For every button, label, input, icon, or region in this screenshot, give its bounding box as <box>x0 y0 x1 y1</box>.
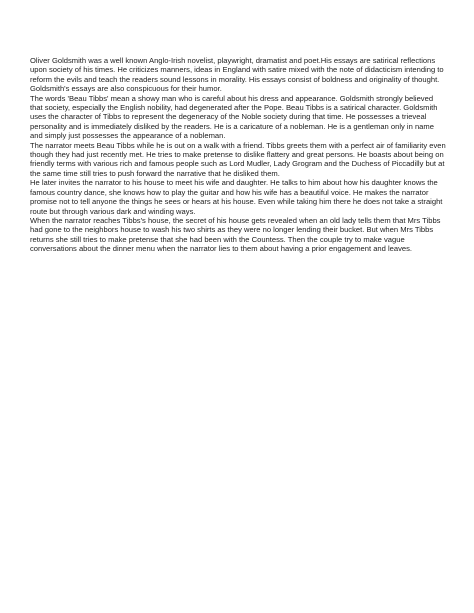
paragraph-invitation: He later invites the narrator to his house to meet his wife and daughter. He talks to him about how his daughter knows the famous country dance, she knows how to play the guitar and how his wife has a beautiful voice. He makes the narrator promise not to tell anyone the things he sees or hears at his house. Even while taking him there he does not take a straight route but through various dark and winding ways. <box>30 178 443 216</box>
paragraph-tibbs-house: When the narrator reaches Tibbs's house, the secret of his house gets revealed when an old lady tells them that Mrs Tibbs had gone to the neighbors house to wash his two shirts as they were no longer lending their bucket. But when Mrs Tibbs returns she still tries to make pretense that she had been with the Countess. Then the couple try to make vague conversations about the dinner menu when the narrator lies to them about having a prior engagement and leaves. <box>30 215 441 254</box>
paragraph-narrator-meets-tibbs: The narrator meets Beau Tibbs while he is out on a walk with a friend. Tibbs greets them with a perfect air of familiarity even though they had just recently met. He tries to make pretense to dislike flattery and great persons. He boasts about being on friendly terms with various rich and famous people such as Lord Mudler, Lady Grogram and the Duchess of Piccadilly but at the same time still tries to push forward the narrative that he disliked them. <box>30 140 446 178</box>
document-body <box>30 56 446 254</box>
paragraph-beau-tibbs-meaning: The words 'Beau Tibbs' mean a showy man who is careful about his dress and appearance. Goldsmith strongly believed that society, especially the English nobility, had degenerated after the Pope. Beau Tibbs is a satirical character. Goldsmith uses the character of Tibbs to represent the degeneracy of the Noble society during that time. He possesses a trieveal personality and is immediately disliked by the readers. He is a caricature of a nobleman. He is a gentleman only in name and simply just possesses the appearance of a nobleman. <box>30 93 438 141</box>
paragraph-intro: Oliver Goldsmith was a well known Anglo-Irish novelist, playwright, dramatist and poet.His essays are satirical reflections upon society of his times. He criticizes manners, ideas in England with satire mixed with the note of didacticism intending to reform the evils and teach the readers sound lessons in morality. His essays consist of boldness and originality of thought. Goldsmith's essays are also conspicuous for their humor. <box>30 56 444 94</box>
